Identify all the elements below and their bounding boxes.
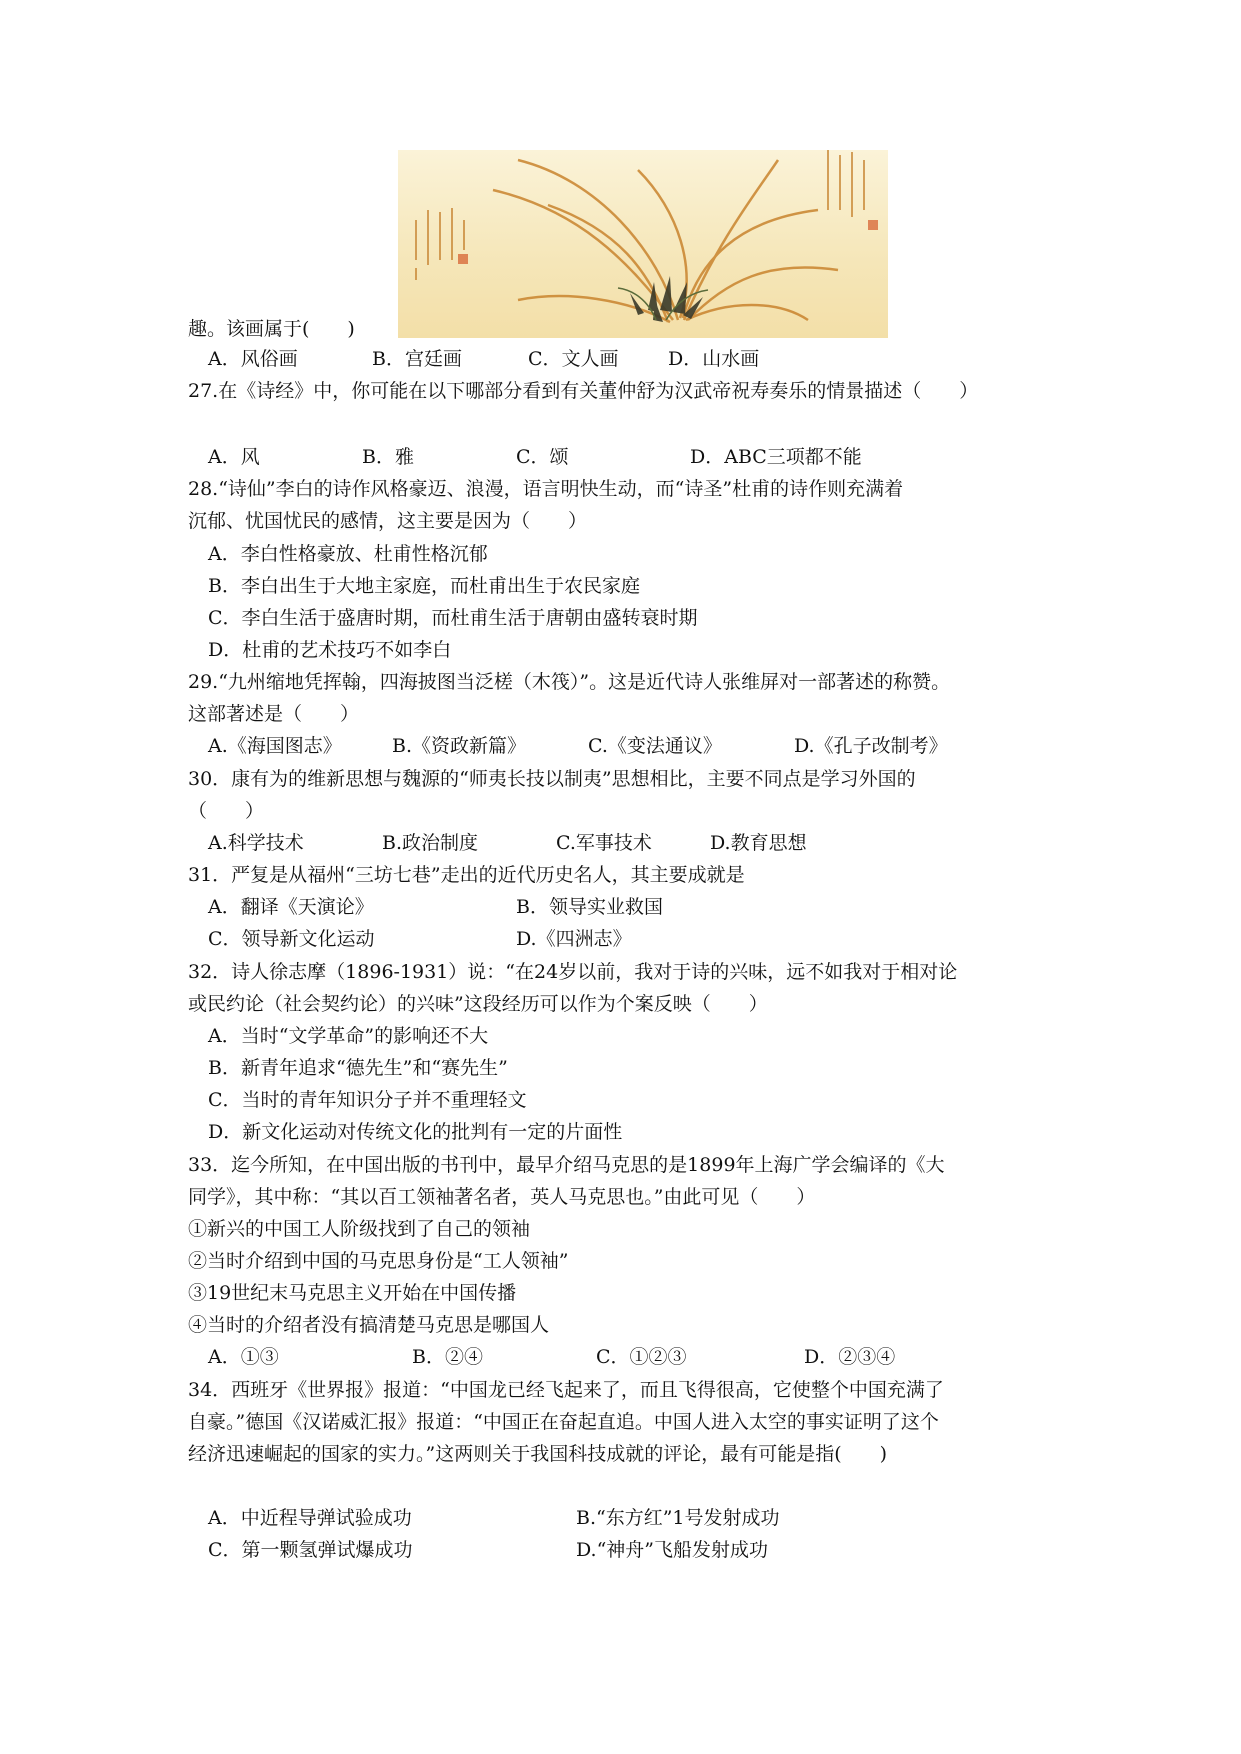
q26-option-a: A．风俗画 <box>208 348 298 370</box>
q29-stem-line1: 29.“九州缩地凭挥翰，四海披图当泛槎（木筏）”。这是近代诗人张维屏对一部著述的称赞。 <box>188 671 951 693</box>
q31-option-b: B．领导实业救国 <box>516 896 663 918</box>
q26-stem-tail: 趣。该画属于( ) <box>188 318 355 340</box>
q34-option-c: C．第一颗氢弹试爆成功 <box>208 1539 413 1561</box>
q28-stem-line1: 28.“诗仙”李白的诗作风格豪迈、浪漫，语言明快生动，而“诗圣”杜甫的诗作则充满着 <box>188 478 904 500</box>
q31-stem: 31．严复是从福州“三坊七巷”走出的近代历史名人，其主要成就是 <box>188 864 745 886</box>
q33-option-b: B．②④ <box>412 1346 483 1368</box>
q34-stem-line1: 34．西班牙《世界报》报道：“中国龙已经飞起来了，而且飞得很高，它使整个中国充满了 <box>188 1379 944 1401</box>
q32-option-d: D．新文化运动对传统文化的批判有一定的片面性 <box>208 1121 623 1143</box>
q27-option-d: D．ABC三项都不能 <box>690 446 862 468</box>
q34-stem-line3: 经济迅速崛起的国家的实力。”这两则关于我国科技成就的评论，最有可能是指( ) <box>188 1443 888 1465</box>
q29-stem-line2: 这部著述是（ ） <box>188 703 360 725</box>
q26-option-c: C．文人画 <box>528 348 619 370</box>
q34-option-d: D.“神舟”飞船发射成功 <box>576 1539 769 1561</box>
q31-option-c: C．领导新文化运动 <box>208 928 375 950</box>
q32-option-b: B．新青年追求“德先生”和“赛先生” <box>208 1057 508 1079</box>
q30-option-d: D.教育思想 <box>710 832 807 854</box>
q33-item-2: ②当时介绍到中国的马克思身份是“工人领袖” <box>188 1250 569 1272</box>
q28-option-d: D．杜甫的艺术技巧不如李白 <box>208 639 452 661</box>
q30-option-a: A.科学技术 <box>208 832 304 854</box>
q33-item-4: ④当时的介绍者没有搞清楚马克思是哪国人 <box>188 1314 550 1336</box>
q32-option-a: A．当时“文学革命”的影响还不大 <box>208 1025 489 1047</box>
q26-option-d: D．山水画 <box>668 348 760 370</box>
q33-option-a: A．①③ <box>208 1346 279 1368</box>
q30-option-b: B.政治制度 <box>382 832 479 854</box>
q28-option-c: C．李白生活于盛唐时期，而杜甫生活于唐朝由盛转衰时期 <box>208 607 698 629</box>
q32-stem-line1: 32．诗人徐志摩（1896-1931）说：“在24岁以前，我对于诗的兴味，远不如我对于相对论 <box>188 961 958 983</box>
q33-item-1: ①新兴的中国工人阶级找到了自己的领袖 <box>188 1218 531 1240</box>
q28-stem-line2: 沉郁、忧国忧民的感情，这主要是因为（ ） <box>188 510 588 532</box>
q29-option-b: B.《资政新篇》 <box>392 735 527 757</box>
q33-stem-line2: 同学》，其中称：“其以百工领袖著名者，英人马克思也。”由此可见（ ） <box>188 1186 816 1208</box>
q34-option-b: B.“东方红”1号发射成功 <box>576 1507 780 1529</box>
q32-stem-line2: 或民约论（社会契约论）的兴味”这段经历可以作为个案反映（ ） <box>188 993 768 1015</box>
q30-stem-line2: （ ） <box>188 800 265 822</box>
q29-option-a: A.《海国图志》 <box>208 735 342 757</box>
q30-option-c: C.军事技术 <box>556 832 652 854</box>
q29-option-c: C.《变法通议》 <box>588 735 722 757</box>
q28-option-b: B．李白出生于大地主家庭，而杜甫出生于农民家庭 <box>208 575 640 597</box>
orchid-painting <box>398 150 888 338</box>
q27-stem: 27.在《诗经》中，你可能在以下哪部分看到有关董仲舒为汉武帝祝寿奏乐的情景描述（ ） <box>188 380 979 402</box>
q33-option-c: C．①②③ <box>596 1346 687 1368</box>
q26-option-b: B．宫廷画 <box>372 348 462 370</box>
orchid-painting-illustration <box>398 150 888 338</box>
q34-stem-line2: 自豪。”德国《汉诺威汇报》报道：“中国正在奋起直追。中国人进入太空的事实证明了这个 <box>188 1411 939 1433</box>
q27-option-a: A．风 <box>208 446 260 468</box>
q33-option-d: D．②③④ <box>804 1346 896 1368</box>
q32-option-c: C．当时的青年知识分子并不重理轻文 <box>208 1089 527 1111</box>
q28-option-a: A．李白性格豪放、杜甫性格沉郁 <box>208 543 488 565</box>
q34-option-a: A．中近程导弹试验成功 <box>208 1507 412 1529</box>
q33-stem-line1: 33．迄今所知，在中国出版的书刊中，最早介绍马克思的是1899年上海广学会编译的《大 <box>188 1154 945 1176</box>
q31-option-a: A．翻译《天演论》 <box>208 896 374 918</box>
q27-option-c: C．颂 <box>516 446 569 468</box>
q30-stem-line1: 30．康有为的维新思想与魏源的“师夷长技以制夷”思想相比，主要不同点是学习外国的 <box>188 768 916 790</box>
q33-item-3: ③19世纪末马克思主义开始在中国传播 <box>188 1282 517 1304</box>
q27-option-b: B．雅 <box>362 446 414 468</box>
q31-option-d: D.《四洲志》 <box>516 928 632 950</box>
q29-option-d: D.《孔子改制考》 <box>794 735 948 757</box>
